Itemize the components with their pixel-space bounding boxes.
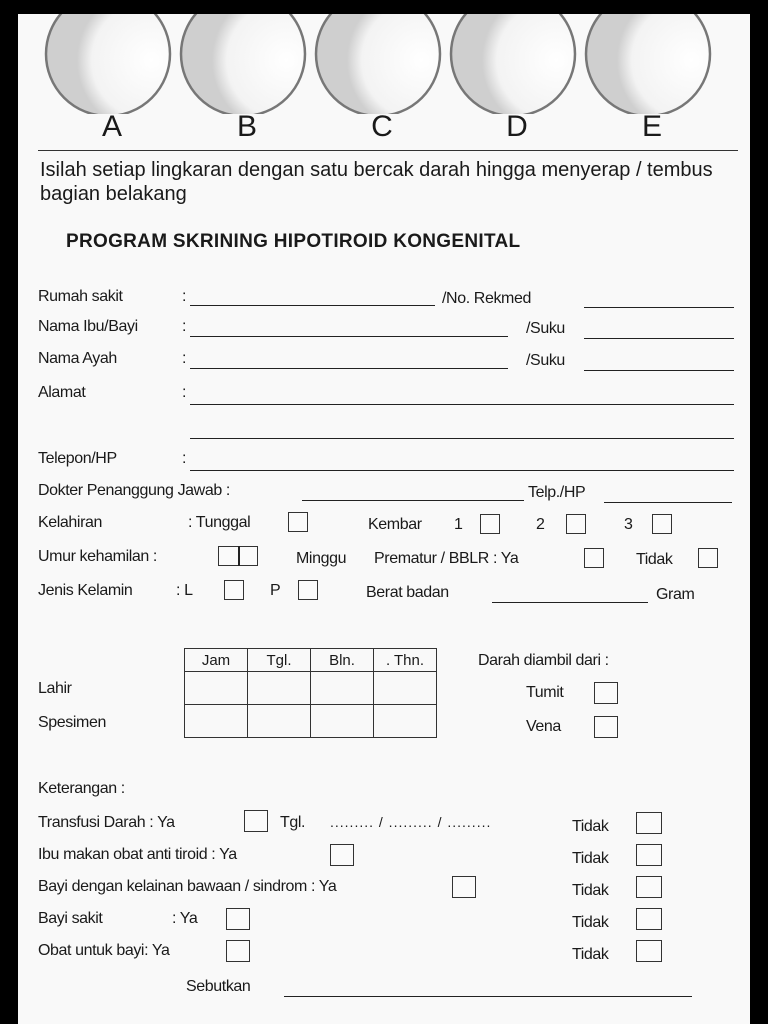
circle-b[interactable] <box>181 14 305 114</box>
header-tgl: Tgl. <box>248 649 311 672</box>
obat-bayi-tidak-checkbox[interactable] <box>636 940 662 962</box>
label-rumah-sakit: Rumah sakit <box>38 288 123 305</box>
colon: : <box>182 450 187 467</box>
lahir-thn-cell[interactable] <box>374 672 437 705</box>
blood-spot-circles <box>18 14 750 114</box>
nama-ayah-field[interactable] <box>190 368 508 369</box>
label-kelahiran: Kelahiran <box>38 514 103 531</box>
label-kembar-3: 3 <box>624 516 633 533</box>
telepon-field[interactable] <box>190 470 734 471</box>
label-tidak: Tidak <box>572 882 609 899</box>
kembar-2-checkbox[interactable] <box>566 514 586 534</box>
spot-label-c: C <box>371 110 393 143</box>
label-berat: Berat badan <box>366 584 449 601</box>
prematur-ya-checkbox[interactable] <box>584 548 604 568</box>
label-l: : L <box>176 582 193 599</box>
label-tunggal: : Tunggal <box>188 514 251 531</box>
nama-ibu-field[interactable] <box>190 336 508 337</box>
label-spesimen: Spesimen <box>38 714 106 731</box>
label-tidak: Tidak <box>572 818 609 835</box>
label-telepon: Telepon/HP <box>38 450 117 467</box>
prematur-tidak-checkbox[interactable] <box>698 548 718 568</box>
screening-card <box>18 14 750 1024</box>
label-ya: : Ya <box>172 910 198 927</box>
kelainan-ya-checkbox[interactable] <box>452 876 476 898</box>
header-bln: Bln. <box>311 649 374 672</box>
kelainan-tidak-checkbox[interactable] <box>636 876 662 898</box>
bayi-sakit-ya-checkbox[interactable] <box>226 908 250 930</box>
label-kembar-1: 1 <box>454 516 463 533</box>
suku-field[interactable] <box>584 338 734 339</box>
tumit-checkbox[interactable] <box>594 682 618 704</box>
tunggal-checkbox[interactable] <box>288 512 308 532</box>
label-tidak: Tidak <box>572 850 609 867</box>
label-tgl: Tgl. <box>280 814 306 831</box>
label-bayi-sakit: Bayi sakit <box>38 910 103 927</box>
spot-label-b: B <box>236 110 257 143</box>
table-row <box>185 672 437 705</box>
table-row <box>185 705 437 738</box>
rumah-sakit-field[interactable] <box>190 305 435 306</box>
label-nama-ayah: Nama Ayah <box>38 350 117 367</box>
p-checkbox[interactable] <box>298 580 318 600</box>
circle-e[interactable] <box>586 14 710 114</box>
label-alamat: Alamat <box>38 384 86 401</box>
colon: : <box>182 384 187 401</box>
label-tidak: Tidak <box>572 946 609 963</box>
dokter-field[interactable] <box>302 500 524 501</box>
telp-hp-field[interactable] <box>604 502 732 503</box>
spesimen-tgl-cell[interactable] <box>248 705 311 738</box>
header-jam: Jam <box>185 649 248 672</box>
alamat-field-2[interactable] <box>190 438 734 439</box>
vena-checkbox[interactable] <box>594 716 618 738</box>
label-keterangan: Keterangan : <box>38 780 125 797</box>
spot-label-a: A <box>101 110 122 143</box>
colon: : <box>182 288 187 305</box>
label-sebutkan: Sebutkan <box>186 978 251 995</box>
spot-label-e: E <box>641 110 662 143</box>
alamat-field-1[interactable] <box>190 404 734 405</box>
label-tidak: Tidak <box>572 914 609 931</box>
label-prematur: Prematur / BBLR : Ya <box>374 550 519 567</box>
label-suku: /Suku <box>526 352 565 369</box>
umur-weeks-box[interactable] <box>218 546 258 566</box>
transfusi-tidak-checkbox[interactable] <box>636 812 662 834</box>
spot-label-d: D <box>506 110 528 143</box>
transfusi-date-field[interactable]: ......... / ......... / ......... <box>330 814 492 830</box>
divider <box>38 150 738 151</box>
spesimen-jam-cell[interactable] <box>185 705 248 738</box>
lahir-bln-cell[interactable] <box>311 672 374 705</box>
label-telp-hp: Telp./HP <box>528 484 586 501</box>
suku-ayah-field[interactable] <box>584 370 734 371</box>
circle-c[interactable] <box>316 14 440 114</box>
obat-tiroid-tidak-checkbox[interactable] <box>636 844 662 866</box>
label-suku: /Suku <box>526 320 565 337</box>
circle-a[interactable] <box>46 14 170 114</box>
label-transfusi: Transfusi Darah : Ya <box>38 814 175 831</box>
kembar-1-checkbox[interactable] <box>480 514 500 534</box>
label-gram: Gram <box>656 586 695 603</box>
transfusi-ya-checkbox[interactable] <box>244 810 268 832</box>
label-kembar: Kembar <box>368 516 422 533</box>
label-tumit: Tumit <box>526 684 564 701</box>
label-minggu: Minggu <box>296 550 347 567</box>
circle-d[interactable] <box>451 14 575 114</box>
lahir-jam-cell[interactable] <box>185 672 248 705</box>
label-lahir: Lahir <box>38 680 72 697</box>
label-obat-tiroid: Ibu makan obat anti tiroid : Ya <box>38 846 237 863</box>
label-jenis-kelamin: Jenis Kelamin <box>38 582 133 599</box>
label-kembar-2: 2 <box>536 516 545 533</box>
label-vena: Vena <box>526 718 561 735</box>
label-nama-ibu: Nama Ibu/Bayi <box>38 318 138 335</box>
label-obat-bayi: Obat untuk bayi: Ya <box>38 942 170 959</box>
no-rekmed-field[interactable] <box>584 307 734 308</box>
label-dokter: Dokter Penanggung Jawab : <box>38 482 230 499</box>
obat-tiroid-ya-checkbox[interactable] <box>330 844 354 866</box>
lahir-tgl-cell[interactable] <box>248 672 311 705</box>
berat-field[interactable] <box>492 602 648 603</box>
colon: : <box>182 350 187 367</box>
spesimen-thn-cell[interactable] <box>374 705 437 738</box>
kembar-3-checkbox[interactable] <box>652 514 672 534</box>
form-title: PROGRAM SKRINING HIPOTIROID KONGENITAL <box>66 231 521 252</box>
bayi-sakit-tidak-checkbox[interactable] <box>636 908 662 930</box>
header-thn: . Thn. <box>374 649 437 672</box>
time-table <box>184 648 437 738</box>
colon: : <box>182 318 187 335</box>
label-tidak: Tidak <box>636 551 673 568</box>
label-no-rekmed: /No. Rekmed <box>442 290 531 307</box>
sebutkan-field[interactable] <box>284 996 692 997</box>
label-darah: Darah diambil dari : <box>478 652 609 669</box>
instruction-text: Isilah setiap lingkaran dengan satu bercak darah hingga menyerap / tembus bagian belakang <box>40 159 713 205</box>
spesimen-bln-cell[interactable] <box>311 705 374 738</box>
label-kelainan: Bayi dengan kelainan bawaan / sindrom : Ya <box>38 878 337 895</box>
obat-bayi-ya-checkbox[interactable] <box>226 940 250 962</box>
label-umur: Umur kehamilan : <box>38 548 157 565</box>
l-checkbox[interactable] <box>224 580 244 600</box>
label-p: P <box>270 582 281 599</box>
